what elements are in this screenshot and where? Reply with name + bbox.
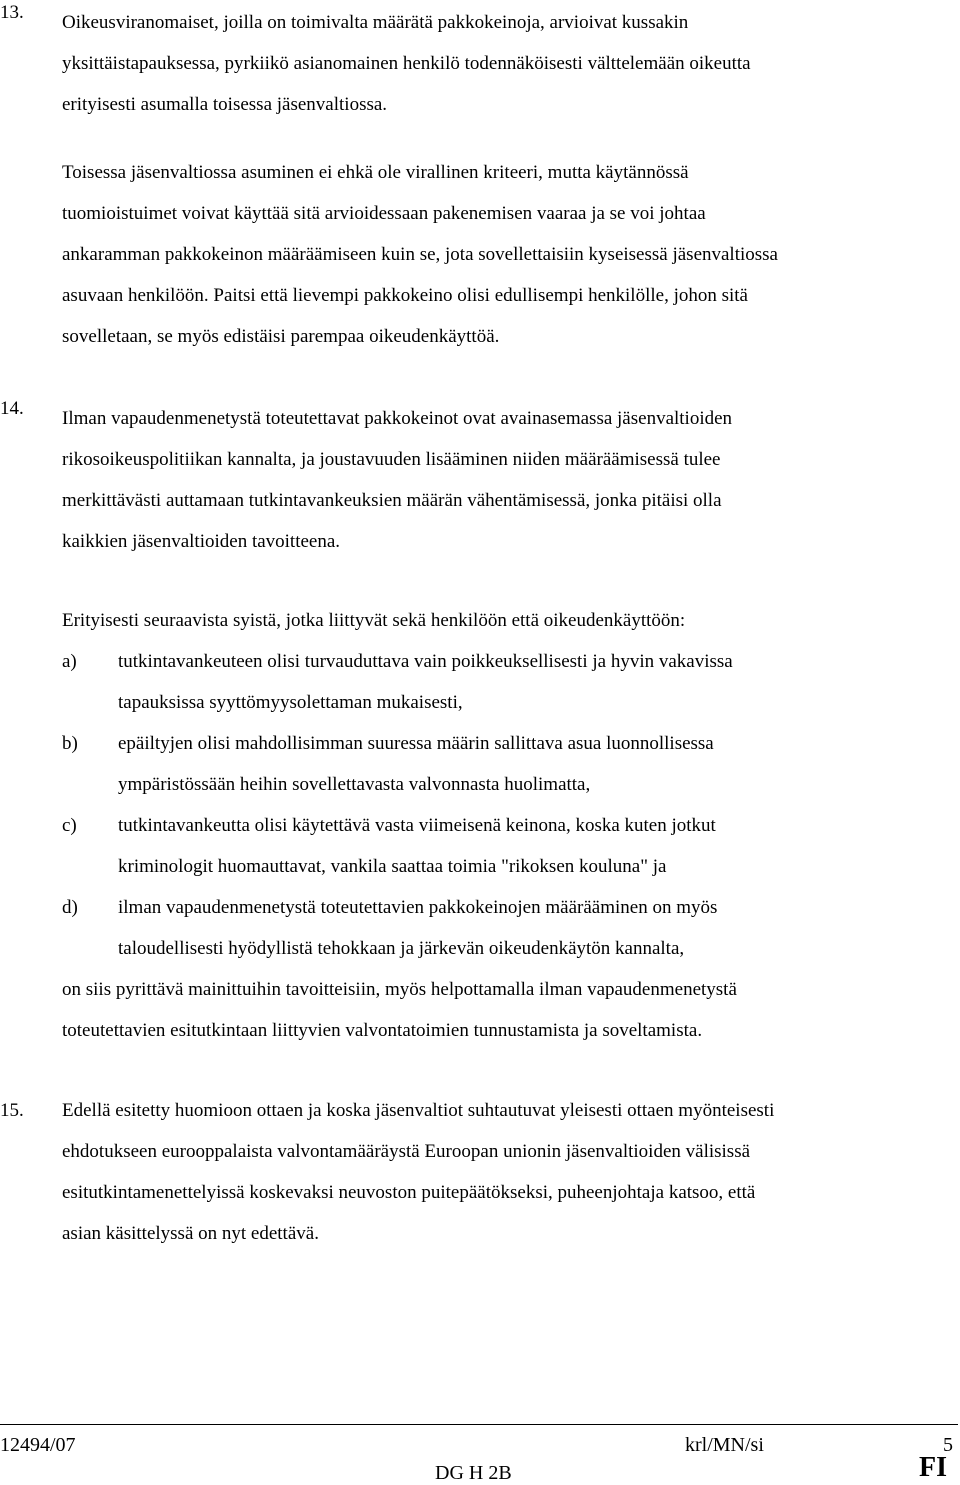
text-line: tutkintavankeutta olisi käytettävä vasta viimeisenä keinona, koska kuten jotkut (118, 815, 716, 836)
text-line: epäiltyjen olisi mahdollisimman suuressa määrin sallittava asua luonnollisessa (118, 733, 714, 754)
text-line: ehdotukseen eurooppalaista valvontamääräystä Euroopan unionin jäsenvaltioiden välisissä (62, 1141, 751, 1162)
text-line: ankaramman pakkokeinon määräämiseen kuin se, jota sovellettaisiin kyseisessä jäsenvaltiossa (62, 244, 778, 265)
author-initials: krl/MN/si (685, 1434, 764, 1456)
list-item (118, 805, 958, 887)
item-letter: d) (62, 897, 78, 918)
paragraph-13-continued (62, 152, 957, 357)
text-line: toteutettavien esitutkintaan liittyvien valvontatoimien tunnustamista ja soveltamista. (62, 1020, 703, 1041)
text-line: Ilman vapaudenmenetystä toteutettavat pakkokeinot ovat avainasemassa jäsenvaltioiden (62, 408, 733, 429)
paragraph-text (62, 1090, 957, 1254)
list-item (118, 723, 958, 805)
text-line: asian käsittelyssä on nyt edettävä. (62, 1223, 319, 1244)
text-line: tapauksissa syyttömyysolettaman mukaisesti, (118, 692, 463, 713)
text-line: esitutkintamenettelyissä koskevaksi neuvoston puitepäätökseksi, puheenjohtaja katsoo, että (62, 1182, 756, 1203)
list-intro (62, 600, 957, 641)
list-item (118, 887, 958, 969)
text-line: kaikkien jäsenvaltioiden tavoitteena. (62, 531, 341, 552)
item-letter: b) (62, 733, 78, 754)
paragraph-number: 13. (0, 2, 24, 23)
page-number: 5 (943, 1434, 953, 1456)
text-line: rikosoikeuspolitiikan kannalta, ja joustavuuden lisääminen niiden määräämisessä tulee (62, 449, 721, 470)
paragraph-text (62, 398, 957, 562)
paragraph-number: 14. (0, 398, 24, 419)
text-line: sovelletaan, se myös edistäisi parempaa oikeudenkäyttöä. (62, 326, 500, 347)
text-line: asuvaan henkilöön. Paitsi että lievempi pakkokeino olisi edullisempi henkilölle, johon sitä (62, 285, 748, 306)
doc-number: 12494/07 (0, 1434, 76, 1456)
text-line: Edellä esitetty huomioon ottaen ja koska jäsenvaltiot suhtautuvat yleisesti ottaen myönteisesti (62, 1100, 775, 1121)
text-line: Erityisesti seuraavista syistä, jotka liittyvät sekä henkilöön että oikeudenkäyttöön: (62, 610, 686, 631)
paragraph-number: 15. (0, 1100, 24, 1121)
text-line: taloudellisesti hyödyllistä tehokkaan ja järkevän oikeudenkäytön kannalta, (118, 938, 685, 959)
text-line: on siis pyrittävä mainittuihin tavoitteisiin, myös helpottamalla ilman vapaudenmenetystä (62, 979, 737, 1000)
footer-divider (0, 1424, 958, 1425)
directorate: DG H 2B (435, 1462, 512, 1484)
language-code: FI (919, 1452, 947, 1483)
text-line: merkittävästi auttamaan tutkintavankeuksien määrän vähentämisessä, jonka pitäisi olla (62, 490, 722, 511)
text-line: kriminologit huomauttavat, vankila saattaa toimia "rikoksen kouluna" ja (118, 856, 667, 877)
list-conclusion (62, 969, 957, 1051)
text-line: yksittäistapauksessa, pyrkiikö asianomainen henkilö todennäköisesti välttelemään oikeutta (62, 53, 751, 74)
list-item (118, 641, 958, 723)
text-line: tutkintavankeuteen olisi turvauduttava vain poikkeuksellisesti ja hyvin vakavissa (118, 651, 733, 672)
text-line: ympäristössään heihin sovellettavasta valvonnasta huolimatta, (118, 774, 591, 795)
text-line: tuomioistuimet voivat käyttää sitä arvioidessaan pakenemisen vaaraa ja se voi johtaa (62, 203, 706, 224)
text-line: erityisesti asumalla toisessa jäsenvaltiossa. (62, 94, 388, 115)
text-line: Toisessa jäsenvaltiossa asuminen ei ehkä ole virallinen kriteeri, mutta käytännössä (62, 162, 689, 183)
text-line: ilman vapaudenmenetystä toteutettavien pakkokeinojen määrääminen on myös (118, 897, 718, 918)
text-line: Oikeusviranomaiset, joilla on toimivalta määrätä pakkokeinoja, arvioivat kussakin (62, 12, 689, 33)
paragraph-text (62, 2, 957, 125)
item-letter: c) (62, 815, 77, 836)
item-letter: a) (62, 651, 77, 672)
